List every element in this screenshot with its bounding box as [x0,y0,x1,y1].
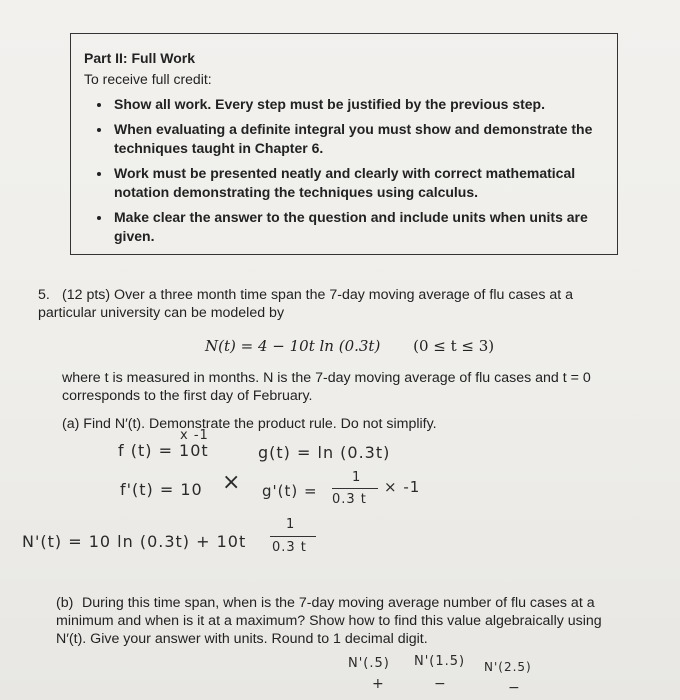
handwritten-check-2: N'(1.5) [414,654,466,669]
part-a-label: (a) [62,416,80,432]
handwritten-sign-2: − [434,676,447,692]
instruction-item: • Make clear the answer to the question and include units when units are given. [112,208,603,246]
part-b-text: During this time span, when is the 7-day moving average number of flu cases at a minimum and when is it at a maximum? Show how to find this value algebraically using N′(t). Give your answer with units. Round to 1 decimal digit. [56,595,602,647]
handwritten-g-tail: × -1 [384,478,421,496]
question-text: (12 pts) Over a three month time span the 7-day moving average of flu cases at a particular university can be modeled by [38,287,574,321]
handwritten-n-fraction-num: 1 [286,517,296,532]
instructions-list [84,95,603,246]
instruction-item: • Show all work. Every step must be justified by the previous step. [112,95,603,114]
handwritten-g-fraction-bar [332,488,378,489]
handwritten-sign-1: + [372,676,385,692]
handwritten-g-fraction-num: 1 [352,470,362,485]
handwritten-f-prime: f'(t) = 10 [120,480,203,499]
part-a-text: Find N′(t). Demonstrate the product rule. Do not simplify. [83,416,437,432]
handwritten-g-definition: g(t) = ln (0.3t) [258,443,391,462]
part-a [62,416,437,432]
instructions-subtitle: To receive full credit: [84,71,212,87]
handwritten-check-3: N'(2.5) [484,660,532,674]
variable-description: where t is measured in months. N is the 7-day moving average of flu cases and t = 0 corresponds to the first day of February. [62,370,591,404]
question-number: 5. [38,287,50,303]
question-5 [38,286,628,322]
part-b [56,594,616,648]
handwritten-g-fraction-den: 0.3 t [332,492,367,507]
part-b-label: (b) [56,595,74,611]
handwritten-n-fraction-bar [270,536,316,537]
instruction-item: • When evaluating a definite integral you must show and demonstrate the techniques taught in Chapter 6. [112,120,603,158]
handwritten-n-prime: N'(t) = 10 ln (0.3t) + 10t [22,532,247,551]
instruction-item: • Work must be presented neatly and clearly with correct mathematical notation demonstrating the techniques using calculus. [112,164,603,202]
equation-domain: (0 ≤ t ≤ 3) [413,337,495,355]
handwritten-g-prime: g'(t) = [262,482,318,500]
equation-expression: N(t) = 4 − 10t ln (0.3t) [205,337,381,355]
handwritten-n-fraction-den: 0.3 t [272,540,307,555]
instructions-title: Part II: Full Work [84,50,195,66]
handwritten-f-definition: f (t) = 10t [118,441,209,460]
handwritten-sign-3: − [508,680,521,696]
instructions-box [70,33,618,255]
handwritten-check-1: N'(.5) [348,656,390,671]
handwritten-times: × [222,470,242,495]
handwritten-f-marks: x -1 [180,428,209,443]
model-equation [205,337,494,355]
